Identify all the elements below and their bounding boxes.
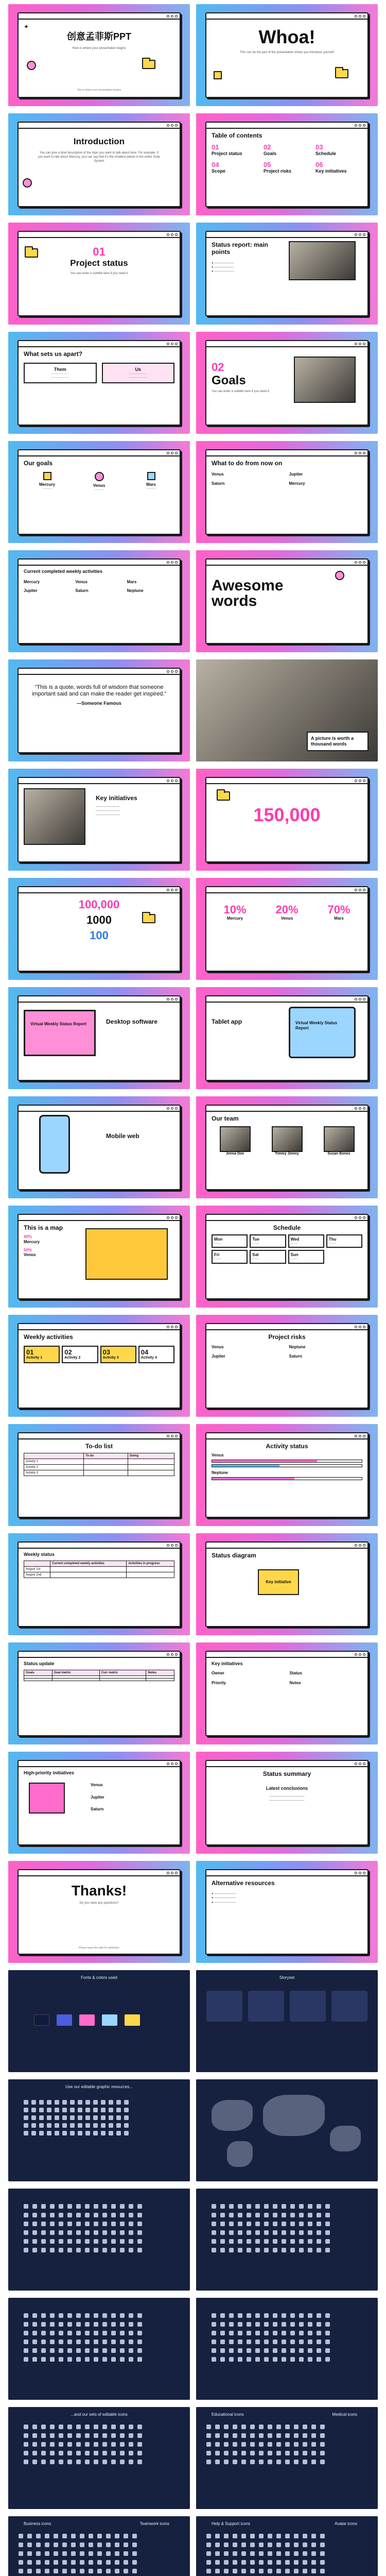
square-shape (214, 71, 222, 79)
quote-text: “This is a quote, words full of wisdom that someone important said and can make the reader get inspired.” (31, 684, 167, 698)
slide-desktop[interactable] (8, 987, 190, 1089)
slide-grid (8, 4, 378, 2576)
resource-title: ...and our sets of editable icons (71, 2412, 128, 2417)
slide-high-priority[interactable]: High-priority initiatives Venus Jupiter Saturn (8, 1752, 190, 1854)
slide-numbers[interactable] (8, 878, 190, 980)
big-number-value: 150,000 (253, 804, 321, 825)
slide-status-update[interactable] (8, 1642, 190, 1744)
illustration (290, 1991, 326, 2022)
intro-heading: Introduction (73, 137, 125, 146)
person-photo (294, 357, 356, 403)
mobile-heading: Mobile web (106, 1132, 139, 1140)
swatch (34, 2014, 49, 2026)
contents-item[interactable]: 01 Project status (212, 143, 242, 157)
slide-title-text: 创意孟菲斯PPT (66, 31, 131, 42)
slide-section-02[interactable] (196, 332, 378, 434)
contents-item[interactable]: 06 Key initiatives (315, 161, 347, 174)
star-icon: ✦ (24, 23, 29, 30)
number-value: 1000 (86, 913, 112, 927)
slide-tablet[interactable] (196, 987, 378, 1089)
status-update-heading: Status update (24, 1661, 55, 1666)
resource-shapes-a[interactable] (8, 2298, 190, 2400)
section-subtitle: You can enter a subtitle here if you need it (212, 390, 269, 394)
key-initiatives-heading: Key initiatives (96, 794, 137, 802)
slide-project-risks[interactable]: Project risks Venus Neptune Jupiter Saturn (196, 1315, 378, 1417)
intro-body: You can give a brief description of the topic you want to talk about here. For example, if you want to talk about Mercury, you can say that it’s the smallest planet in the entire Solar System (38, 151, 161, 163)
resource-storyset[interactable] (196, 1970, 378, 2072)
contents-item[interactable]: 04 Scope (212, 161, 226, 174)
resource-title: Teamwork icons (139, 2521, 169, 2526)
desktop-heading: Desktop software (106, 1018, 158, 1025)
resource-graphics[interactable] (8, 2079, 190, 2181)
todo-table: To do Doing Activity 1 Activity 2 Activity 3 (24, 1453, 174, 1476)
contents-item[interactable]: 03 Schedule (315, 143, 337, 157)
resource-infographics-a[interactable] (8, 2189, 190, 2291)
number-value: 100,000 (78, 898, 120, 911)
resource-title: Help & Support icons (212, 2521, 251, 2526)
slide-thanks[interactable] (8, 1861, 190, 1963)
resource-title: Educational icons (212, 2412, 244, 2417)
resource-icons-intro[interactable] (8, 2407, 190, 2509)
slide-section-01[interactable] (8, 223, 190, 325)
slide-quote[interactable] (8, 659, 190, 761)
sets-apart-heading: What sets us apart? (24, 350, 83, 358)
swatch (102, 2014, 117, 2026)
swatch (57, 2014, 72, 2026)
resource-title: Medical icons (332, 2412, 357, 2417)
resource-title: Fonts & colors used (81, 1975, 117, 1980)
schedule-heading: Schedule (273, 1224, 301, 1231)
circle-shape (335, 571, 344, 580)
circle-shape (27, 61, 36, 70)
slide-awesome-words[interactable] (196, 550, 378, 652)
them-card: Them ────────── ────────── (24, 363, 97, 383)
slide-title[interactable] (8, 4, 190, 106)
alt-resources-heading: Alternative resources (212, 1879, 275, 1887)
avatar (324, 1126, 355, 1152)
slide-activity-status[interactable]: Activity status Venus Neptune (196, 1424, 378, 1526)
resource-maps[interactable] (196, 2079, 378, 2181)
resource-infographics-b[interactable] (196, 2189, 378, 2291)
us-card: Us ────────── ────────── (102, 363, 175, 383)
attribution-note: Please keep this slide for attribution (79, 1946, 119, 1950)
weekly-activities-heading: Weekly activities (24, 1333, 73, 1341)
slide-key-initiatives-2[interactable]: Key initiatives Owner Status Priority Notes (196, 1642, 378, 1744)
todo-heading: To-do list (85, 1443, 113, 1450)
folder-icon (142, 60, 155, 69)
contents-heading: Table of contents (212, 132, 262, 139)
resource-edu-medical[interactable] (196, 2407, 378, 2509)
risks-heading: Project risks (268, 1333, 306, 1341)
slide-mobile[interactable] (8, 1096, 190, 1198)
resource-title: Avatar icons (335, 2521, 357, 2526)
slide-note: This is where your presentation begins (77, 88, 121, 92)
quote-author: —Someone Famous (77, 701, 121, 706)
slide-schedule[interactable]: Schedule Mon ──── Tue ──── Wed ──── Thu ──── Fri ──── Sat ──── Sun ──── (196, 1206, 378, 1308)
status-update-table: Goals Goal metric Curr metric Notes (24, 1670, 174, 1681)
resource-title: Storyset (279, 1975, 295, 1980)
awesome-words-heading: Awesome words (212, 577, 284, 609)
team-heading: Our team (212, 1115, 239, 1122)
illustration (206, 1991, 242, 2022)
slide-status-report[interactable]: Status report: main points ● ───────── ● ───────── ● ───────── (196, 223, 378, 325)
status-diagram-heading: Status diagram (212, 1552, 256, 1559)
resource-shapes-b[interactable] (196, 2298, 378, 2400)
slide-status-diagram[interactable]: Status diagram Key initiative (196, 1533, 378, 1635)
weekly-completed-heading: Current completed weekly activities (24, 569, 103, 574)
section-number: 01 (93, 245, 106, 258)
resource-business-teamwork[interactable] (8, 2516, 190, 2576)
status-report-heading: Status report: main points (212, 241, 269, 256)
desktop-mockup: Virtual Weekly Status Report (24, 1010, 96, 1056)
team-photo (289, 241, 356, 280)
slide-weekly-activities[interactable]: Weekly activities 01 Activity 1 02 Activity 2 03 Activity 3 04 Activity 4 (8, 1315, 190, 1417)
swatch (125, 2014, 140, 2026)
slide-introduction[interactable] (8, 113, 190, 215)
slide-status-summary[interactable]: Status summary Latest conclusions ──────────────── ──────────────── (196, 1752, 378, 1854)
avatar (220, 1126, 251, 1152)
slide-map[interactable]: This is a map 40% Mercury 60% Venus (8, 1206, 190, 1308)
key-initiatives-heading: Key initiatives (212, 1661, 243, 1666)
slide-sets-apart[interactable] (8, 332, 190, 434)
goals-heading: Our goals (24, 460, 53, 467)
illustration (331, 1991, 367, 2022)
contents-list (212, 143, 362, 174)
tablet-heading: Tablet app (212, 1018, 242, 1025)
thanks-heading: Thanks! (71, 1883, 127, 1899)
slide-percentages[interactable]: 10% Mercury 20% Venus 70% Mars (196, 878, 378, 980)
slide-key-initiatives[interactable]: Key initiatives ─────────── ─────────── ─────────── (8, 769, 190, 871)
section-title: Goals (212, 374, 246, 387)
folder-icon (25, 248, 38, 258)
map-heading: This is a map (24, 1224, 63, 1231)
section-title: Project status (70, 258, 128, 268)
resource-title: Use our editable graphic resources... (65, 2084, 133, 2089)
slide-todo[interactable] (8, 1424, 190, 1526)
number-value: 100 (90, 929, 109, 942)
resource-fonts-colors[interactable] (8, 1970, 190, 2072)
illustration (248, 1991, 284, 2022)
slide-our-goals[interactable]: Our goals Mercury ───── Venus ───── Mars ───── (8, 441, 190, 543)
slide-big-number[interactable] (196, 769, 378, 871)
section-subtitle: You can enter a subtitle here if you need it (70, 272, 128, 275)
contents-item[interactable]: 02 Goals (264, 143, 277, 157)
activity-status-heading: Activity status (266, 1443, 308, 1450)
color-swatches (34, 2014, 140, 2026)
whoa-subtitle: This can be the part of the presentation where you introduce yourself (240, 51, 334, 54)
person-photo (24, 788, 85, 845)
picture-caption: A picture is worth a thousand words (311, 736, 354, 747)
slide-subtitle: Here is where your presentation begins (72, 46, 126, 50)
folder-icon (217, 791, 230, 801)
whoa-heading: Whoa! (258, 26, 315, 47)
world-map (85, 1228, 168, 1280)
section-number: 02 (212, 361, 224, 374)
folder-icon (142, 914, 155, 923)
slide-contents[interactable] (196, 113, 378, 215)
resource-title: Business icons (24, 2521, 51, 2526)
weekly-status-table: Current completed weekly activities Activities in progress August 1st August 2nd (24, 1561, 174, 1578)
slide-weekly-completed[interactable]: Current completed weekly activities Mercury Venus Mars Jupiter Saturn Neptune (8, 550, 190, 652)
slide-whoa[interactable] (196, 4, 378, 106)
slide-picture-words[interactable] (196, 659, 378, 761)
phone-mockup (39, 1115, 70, 1174)
folder-stack (29, 1783, 65, 1814)
from-now-heading: What to do from now on (212, 460, 283, 467)
folder-icon (335, 69, 348, 78)
slide-weekly-status[interactable] (8, 1533, 190, 1635)
circle-shape (23, 178, 32, 188)
status-summary-heading: Status summary (262, 1770, 311, 1777)
high-priority-heading: High-priority initiatives (24, 1770, 75, 1775)
swatch (79, 2014, 95, 2026)
tablet-mockup: Virtual Weekly Status Report (289, 1007, 356, 1058)
status-summary-subtitle: Latest conclusions (266, 1786, 308, 1791)
slide-alt-resources[interactable]: Alternative resources ● ────────── ● ────────── ● ────────── (196, 1861, 378, 1963)
resource-help-avatar[interactable] (196, 2516, 378, 2576)
slide-from-now-on[interactable]: What to do from now on Venus Jupiter Saturn Mercury (196, 441, 378, 543)
contents-item[interactable]: 05 Project risks (264, 161, 292, 174)
slide-team[interactable]: Our team Jenna Doe Timmy Jimmy Susan Bones (196, 1096, 378, 1198)
avatar (272, 1126, 303, 1152)
weekly-status-heading: Weekly status (24, 1552, 55, 1557)
thanks-subtitle: Do you have any questions? (79, 1902, 119, 1905)
